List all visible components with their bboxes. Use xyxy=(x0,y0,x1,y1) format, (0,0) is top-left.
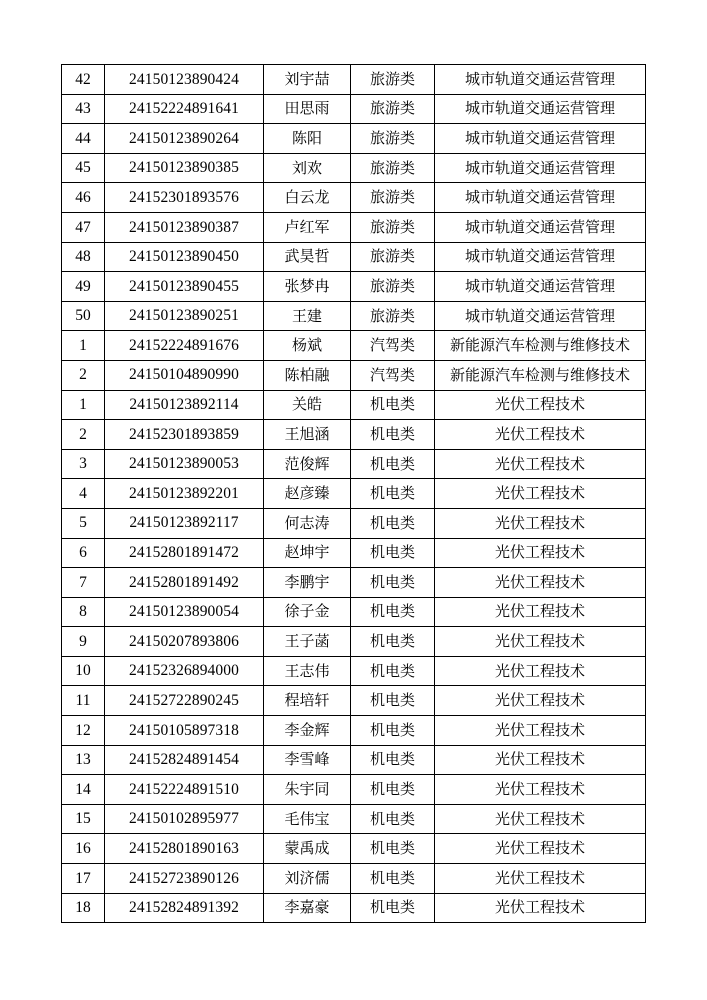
row-number-cell: 10 xyxy=(62,656,105,686)
table-row xyxy=(62,893,646,923)
student-roster-table xyxy=(61,64,646,923)
student-name-cell: 徐子金 xyxy=(264,597,351,627)
row-number-cell: 14 xyxy=(62,775,105,805)
student-name-cell: 关皓 xyxy=(264,390,351,420)
row-number-cell: 6 xyxy=(62,538,105,568)
student-name-cell: 刘宇喆 xyxy=(264,65,351,95)
category-cell: 机电类 xyxy=(351,686,435,716)
candidate-id-cell: 24152723890126 xyxy=(105,864,264,894)
category-cell: 机电类 xyxy=(351,568,435,598)
candidate-id-cell: 24150123890424 xyxy=(105,65,264,95)
major-cell: 光伏工程技术 xyxy=(435,775,646,805)
student-name-cell: 陈阳 xyxy=(264,124,351,154)
student-name-cell: 蒙禹成 xyxy=(264,834,351,864)
major-cell: 光伏工程技术 xyxy=(435,745,646,775)
table-row xyxy=(62,479,646,509)
category-cell: 旅游类 xyxy=(351,183,435,213)
student-name-cell: 武昊哲 xyxy=(264,242,351,272)
row-number-cell: 50 xyxy=(62,301,105,331)
student-name-cell: 白云龙 xyxy=(264,183,351,213)
candidate-id-cell: 24152801891492 xyxy=(105,568,264,598)
table-row xyxy=(62,538,646,568)
row-number-cell: 42 xyxy=(62,65,105,95)
candidate-id-cell: 24152824891392 xyxy=(105,893,264,923)
category-cell: 旅游类 xyxy=(351,153,435,183)
candidate-id-cell: 24152301893859 xyxy=(105,420,264,450)
candidate-id-cell: 24150123890450 xyxy=(105,242,264,272)
candidate-id-cell: 24152301893576 xyxy=(105,183,264,213)
table-row xyxy=(62,775,646,805)
category-cell: 旅游类 xyxy=(351,65,435,95)
candidate-id-cell: 24150123890251 xyxy=(105,301,264,331)
category-cell: 机电类 xyxy=(351,656,435,686)
student-name-cell: 李金辉 xyxy=(264,716,351,746)
major-cell: 光伏工程技术 xyxy=(435,804,646,834)
candidate-id-cell: 24150123890054 xyxy=(105,597,264,627)
student-name-cell: 卢红军 xyxy=(264,212,351,242)
candidate-id-cell: 24152801891472 xyxy=(105,538,264,568)
category-cell: 机电类 xyxy=(351,834,435,864)
category-cell: 机电类 xyxy=(351,420,435,450)
student-name-cell: 李雪峰 xyxy=(264,745,351,775)
student-name-cell: 李鹏宇 xyxy=(264,568,351,598)
category-cell: 汽驾类 xyxy=(351,331,435,361)
major-cell: 光伏工程技术 xyxy=(435,686,646,716)
table-row xyxy=(62,716,646,746)
row-number-cell: 47 xyxy=(62,212,105,242)
category-cell: 旅游类 xyxy=(351,94,435,124)
major-cell: 城市轨道交通运营管理 xyxy=(435,212,646,242)
category-cell: 汽驾类 xyxy=(351,360,435,390)
category-cell: 旅游类 xyxy=(351,242,435,272)
table-row xyxy=(62,745,646,775)
table-row xyxy=(62,153,646,183)
candidate-id-cell: 24150207893806 xyxy=(105,627,264,657)
row-number-cell: 18 xyxy=(62,893,105,923)
table-row xyxy=(62,656,646,686)
candidate-id-cell: 24150104890990 xyxy=(105,360,264,390)
row-number-cell: 3 xyxy=(62,449,105,479)
category-cell: 机电类 xyxy=(351,864,435,894)
student-name-cell: 范俊辉 xyxy=(264,449,351,479)
row-number-cell: 2 xyxy=(62,360,105,390)
table-row xyxy=(62,272,646,302)
major-cell: 光伏工程技术 xyxy=(435,568,646,598)
student-name-cell: 朱宇同 xyxy=(264,775,351,805)
table-row xyxy=(62,449,646,479)
major-cell: 城市轨道交通运营管理 xyxy=(435,65,646,95)
candidate-id-cell: 24152722890245 xyxy=(105,686,264,716)
category-cell: 机电类 xyxy=(351,449,435,479)
category-cell: 机电类 xyxy=(351,538,435,568)
row-number-cell: 15 xyxy=(62,804,105,834)
table-row xyxy=(62,627,646,657)
category-cell: 机电类 xyxy=(351,893,435,923)
row-number-cell: 5 xyxy=(62,508,105,538)
row-number-cell: 1 xyxy=(62,390,105,420)
major-cell: 光伏工程技术 xyxy=(435,390,646,420)
category-cell: 机电类 xyxy=(351,775,435,805)
student-name-cell: 田思雨 xyxy=(264,94,351,124)
candidate-id-cell: 24150123892114 xyxy=(105,390,264,420)
candidate-id-cell: 24150105897318 xyxy=(105,716,264,746)
major-cell: 城市轨道交通运营管理 xyxy=(435,94,646,124)
row-number-cell: 7 xyxy=(62,568,105,598)
student-name-cell: 刘济儒 xyxy=(264,864,351,894)
row-number-cell: 2 xyxy=(62,420,105,450)
row-number-cell: 44 xyxy=(62,124,105,154)
category-cell: 旅游类 xyxy=(351,124,435,154)
category-cell: 机电类 xyxy=(351,804,435,834)
candidate-id-cell: 24150123890455 xyxy=(105,272,264,302)
table-row xyxy=(62,183,646,213)
major-cell: 光伏工程技术 xyxy=(435,716,646,746)
table-row xyxy=(62,242,646,272)
student-name-cell: 张梦冉 xyxy=(264,272,351,302)
table-row xyxy=(62,568,646,598)
category-cell: 机电类 xyxy=(351,597,435,627)
row-number-cell: 1 xyxy=(62,331,105,361)
major-cell: 新能源汽车检测与维修技术 xyxy=(435,331,646,361)
table-row xyxy=(62,597,646,627)
table-row xyxy=(62,804,646,834)
row-number-cell: 9 xyxy=(62,627,105,657)
candidate-id-cell: 24150123890387 xyxy=(105,212,264,242)
major-cell: 城市轨道交通运营管理 xyxy=(435,153,646,183)
major-cell: 光伏工程技术 xyxy=(435,656,646,686)
major-cell: 光伏工程技术 xyxy=(435,508,646,538)
row-number-cell: 13 xyxy=(62,745,105,775)
category-cell: 机电类 xyxy=(351,627,435,657)
category-cell: 机电类 xyxy=(351,390,435,420)
table-row xyxy=(62,212,646,242)
major-cell: 光伏工程技术 xyxy=(435,597,646,627)
category-cell: 机电类 xyxy=(351,716,435,746)
major-cell: 城市轨道交通运营管理 xyxy=(435,183,646,213)
candidate-id-cell: 24150102895977 xyxy=(105,804,264,834)
table-row xyxy=(62,360,646,390)
table-row xyxy=(62,420,646,450)
major-cell: 光伏工程技术 xyxy=(435,479,646,509)
student-name-cell: 陈柏融 xyxy=(264,360,351,390)
student-name-cell: 李嘉豪 xyxy=(264,893,351,923)
category-cell: 机电类 xyxy=(351,479,435,509)
major-cell: 光伏工程技术 xyxy=(435,834,646,864)
student-name-cell: 毛伟宝 xyxy=(264,804,351,834)
student-name-cell: 王建 xyxy=(264,301,351,331)
row-number-cell: 16 xyxy=(62,834,105,864)
row-number-cell: 46 xyxy=(62,183,105,213)
row-number-cell: 4 xyxy=(62,479,105,509)
student-name-cell: 刘欢 xyxy=(264,153,351,183)
candidate-id-cell: 24152824891454 xyxy=(105,745,264,775)
row-number-cell: 49 xyxy=(62,272,105,302)
candidate-id-cell: 24150123890385 xyxy=(105,153,264,183)
candidate-id-cell: 24152224891641 xyxy=(105,94,264,124)
candidate-id-cell: 24150123890264 xyxy=(105,124,264,154)
row-number-cell: 45 xyxy=(62,153,105,183)
student-name-cell: 杨斌 xyxy=(264,331,351,361)
candidate-id-cell: 24152224891510 xyxy=(105,775,264,805)
table-row xyxy=(62,301,646,331)
table-row xyxy=(62,65,646,95)
student-name-cell: 王旭涵 xyxy=(264,420,351,450)
major-cell: 光伏工程技术 xyxy=(435,449,646,479)
row-number-cell: 12 xyxy=(62,716,105,746)
table-row xyxy=(62,834,646,864)
major-cell: 城市轨道交通运营管理 xyxy=(435,272,646,302)
major-cell: 新能源汽车检测与维修技术 xyxy=(435,360,646,390)
student-name-cell: 赵彦臻 xyxy=(264,479,351,509)
student-name-cell: 程培轩 xyxy=(264,686,351,716)
candidate-id-cell: 24152326894000 xyxy=(105,656,264,686)
student-name-cell: 王志伟 xyxy=(264,656,351,686)
major-cell: 光伏工程技术 xyxy=(435,864,646,894)
major-cell: 城市轨道交通运营管理 xyxy=(435,124,646,154)
student-name-cell: 赵坤宇 xyxy=(264,538,351,568)
table-row xyxy=(62,508,646,538)
candidate-id-cell: 24152801890163 xyxy=(105,834,264,864)
row-number-cell: 8 xyxy=(62,597,105,627)
table-row xyxy=(62,686,646,716)
major-cell: 城市轨道交通运营管理 xyxy=(435,242,646,272)
category-cell: 旅游类 xyxy=(351,212,435,242)
candidate-id-cell: 24150123892201 xyxy=(105,479,264,509)
student-name-cell: 何志涛 xyxy=(264,508,351,538)
category-cell: 旅游类 xyxy=(351,272,435,302)
major-cell: 光伏工程技术 xyxy=(435,420,646,450)
roster-body xyxy=(62,65,646,923)
candidate-id-cell: 24152224891676 xyxy=(105,331,264,361)
table-row xyxy=(62,390,646,420)
candidate-id-cell: 24150123892117 xyxy=(105,508,264,538)
major-cell: 光伏工程技术 xyxy=(435,893,646,923)
student-name-cell: 王子菡 xyxy=(264,627,351,657)
major-cell: 光伏工程技术 xyxy=(435,538,646,568)
major-cell: 光伏工程技术 xyxy=(435,627,646,657)
category-cell: 机电类 xyxy=(351,745,435,775)
candidate-id-cell: 24150123890053 xyxy=(105,449,264,479)
major-cell: 城市轨道交通运营管理 xyxy=(435,301,646,331)
table-row xyxy=(62,124,646,154)
table-row xyxy=(62,864,646,894)
table-row xyxy=(62,94,646,124)
row-number-cell: 48 xyxy=(62,242,105,272)
row-number-cell: 17 xyxy=(62,864,105,894)
table-row xyxy=(62,331,646,361)
category-cell: 机电类 xyxy=(351,508,435,538)
category-cell: 旅游类 xyxy=(351,301,435,331)
row-number-cell: 43 xyxy=(62,94,105,124)
row-number-cell: 11 xyxy=(62,686,105,716)
